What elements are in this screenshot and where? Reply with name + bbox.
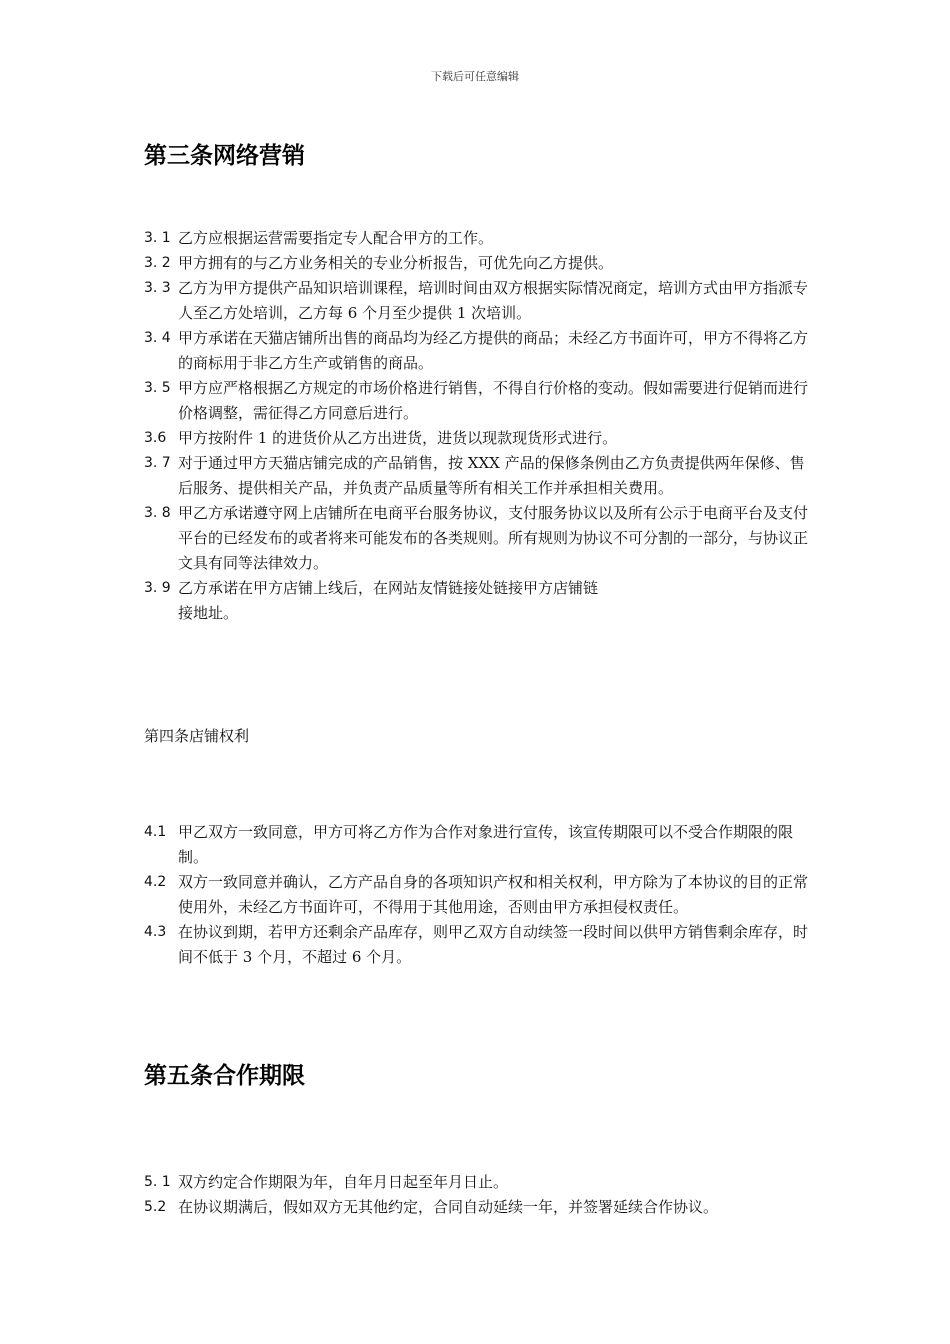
- clause-text: 双方一致同意并确认，乙方产品自身的各项知识产权和相关权利，甲方除为了本协议的目的正常使用外，未经乙方书面许可，不得用于其他用途，否则由甲方承担侵权责任。: [178, 873, 809, 916]
- clause-3-9-continued: [144, 601, 810, 626]
- clause-3-4: [144, 326, 810, 376]
- clause-number: 5. 1: [144, 1174, 171, 1190]
- clause-4-2: [144, 870, 810, 920]
- clause-number: 4.3: [144, 924, 167, 940]
- clause-number: 4.1: [144, 824, 167, 840]
- clause-4-1: [144, 820, 810, 870]
- clause-text: 甲乙方承诺遵守网上店铺所在电商平台服务协议，支付服务协议以及所有公示于电商平台及支付平台的已经发布的或者将来可能发布的各类规则。所有规则为协议不可分割的一部分，与协议正文具有同等法律效力。: [178, 504, 809, 572]
- clause-text: 接地址。: [178, 604, 239, 622]
- clause-5-1: [144, 1170, 810, 1195]
- clause-text: 甲方应严格根据乙方规定的市场价格进行销售，不得自行价格的变动。假如需要进行促销而进行价格调整，需征得乙方同意后进行。: [178, 379, 809, 422]
- clause-text: 在协议期满后，假如双方无其他约定，合同自动延续一年，并签署延续合作协议。: [178, 1198, 719, 1216]
- clause-text: 乙方应根据运营需要指定专人配合甲方的工作。: [178, 229, 494, 247]
- clause-number: 4.2: [144, 874, 167, 890]
- clause-text: 双方约定合作期限为年，自年月日起至年月日止。: [178, 1173, 509, 1191]
- clause-text: 甲方承诺在天猫店铺所出售的商品均为经乙方提供的商品；未经乙方书面许可，甲方不得将乙方的商标用于非乙方生产或销售的商品。: [178, 329, 809, 372]
- clause-number: 3. 4: [144, 330, 171, 346]
- clause-4-3: [144, 920, 810, 970]
- clause-number: 3. 8: [144, 505, 171, 521]
- clause-3-8: [144, 501, 810, 576]
- clause-text: 在协议到期，若甲方还剩余产品库存，则甲乙双方自动续签一段时间以供甲方销售剩余库存，时间不低于 3 个月，不超过 6 个月。: [178, 923, 809, 966]
- clause-3-9: [144, 576, 810, 601]
- section-3-title: 第三条网络营销: [144, 143, 305, 169]
- clause-3-5: [144, 376, 810, 426]
- clause-number: 3.6: [144, 430, 167, 446]
- clause-number: 3. 9: [144, 580, 171, 596]
- clause-3-6: [144, 426, 810, 451]
- clause-3-7: [144, 451, 810, 501]
- clause-number: 3. 3: [144, 280, 171, 296]
- clause-text: 甲方拥有的与乙方业务相关的专业分析报告，可优先向乙方提供。: [178, 254, 614, 272]
- clause-text: 乙方承诺在甲方店铺上线后，在网站友情链接处链接甲方店铺链: [178, 579, 599, 597]
- clause-number: 3. 5: [144, 380, 171, 396]
- clause-text: 甲方按附件 1 的进货价从乙方出进货，进货以现款现货形式进行。: [178, 429, 618, 447]
- section-3-clauses: [144, 226, 810, 626]
- clause-5-2: [144, 1195, 810, 1220]
- clause-text: 对于通过甲方天猫店铺完成的产品销售，按 XXX 产品的保修条例由乙方负责提供两年保修、售后服务、提供相关产品，并负责产品质量等所有相关工作并承担相关费用。: [178, 454, 805, 497]
- clause-3-2: [144, 251, 810, 276]
- section-4-title: 第四条店铺权利: [144, 727, 250, 745]
- clause-3-1: [144, 226, 810, 251]
- clause-text: 甲乙双方一致同意，甲方可将乙方作为合作对象进行宣传，该宣传期限可以不受合作期限的限制。: [178, 823, 794, 866]
- clause-number: 5.2: [144, 1199, 167, 1215]
- clause-3-3: [144, 276, 810, 326]
- section-5-clauses: [144, 1170, 810, 1220]
- clause-number: 3. 1: [144, 230, 171, 246]
- clause-text: 乙方为甲方提供产品知识培训课程，培训时间由双方根据实际情况商定，培训方式由甲方指派专人至乙方处培训，乙方每 6 个月至少提供 1 次培训。: [178, 279, 809, 322]
- clause-number: 3. 2: [144, 255, 171, 271]
- clause-number: 3. 7: [144, 455, 171, 471]
- header-note: 下载后可任意编辑: [431, 70, 519, 83]
- section-5-title: 第五条合作期限: [144, 1063, 305, 1089]
- section-4-clauses: [144, 820, 810, 970]
